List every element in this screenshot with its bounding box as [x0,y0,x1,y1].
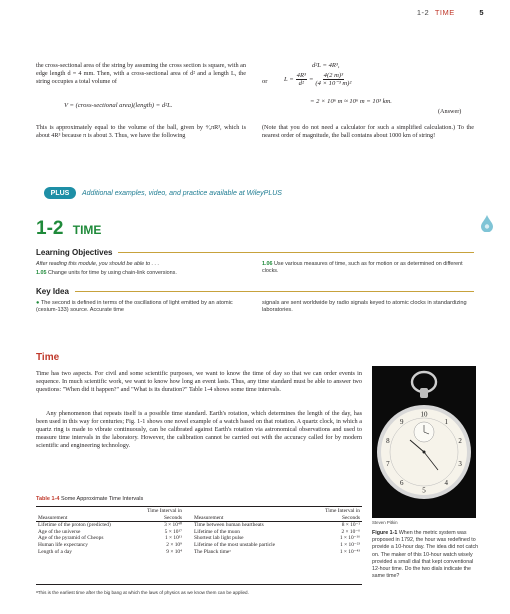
table-title [36,496,143,502]
pocket-watch-icon [372,366,476,518]
table-row [36,535,362,542]
wileyplus-banner[interactable] [44,186,474,200]
table-cell: 9 × 10⁴ [166,548,182,555]
section-heading-word: TIME [72,223,102,237]
table-cell: 2 × 10⁹ [166,541,182,548]
objectives-intro: After reading this module, you should be able to . . . [36,261,160,267]
header-section-word: TIME [434,8,455,17]
volume-equation: V = (cross-sectional area)(length) = d²L. [64,102,173,109]
table-row [36,522,362,529]
dial-number: 2 [458,436,462,445]
dial-number: 1 [444,417,449,426]
key-idea-left [36,300,248,315]
dial-number: 10 [420,410,428,419]
wileyplus-logo: PLUS [44,187,76,199]
objective-item [36,270,246,277]
calculator-note: (Note that you do not need a calculator for such a simplified calculation.) To the nearest order of magnitude, the ball contains about 1000 km of string! [262,124,474,139]
section-heading-number: 1-2 [36,218,64,239]
eq-or: or [262,78,268,85]
table-bottom-rule [36,584,362,585]
dial-number: 4 [444,479,449,488]
col-header: Time Interval in Seconds [147,508,182,521]
dial-number: 6 [399,479,404,488]
objective-number: 1.05 [36,270,47,276]
table-cell: The Planck timeᵃ [194,548,231,555]
fraction-2-denominator: (4 × 10⁻³ m)² [315,80,352,87]
top-left-para2: This is approximately equal to the volume of the ball, given by ⁴⁄₃πR³, which is about 4R³ because π is about 3. Thus, we have the following [36,124,246,139]
objective-text: Change units for time by using chain-link conversions. [48,270,177,276]
bullet-icon: ● [36,300,40,306]
table-header-row [36,508,362,522]
fraction-2-numerator: 4(2 m)³ [323,72,344,79]
time-para1: Time has two aspects. For civil and some scientific purposes, we want to know the time of day so that we can order events in sequence. In much scientific work, we want to know how long an event lasts. Thus, any time standard must be able to answer two questions: "When did it happen?" and "What is its duration?" Table 1-4 shows some time intervals. [36,370,362,393]
key-idea-title: Key Idea [36,287,69,296]
answer-tag: (Answer) [438,108,462,115]
eq-result: = 2 × 10⁶ m ≈ 10⁶ m = 10³ km. [310,98,392,105]
table-cell: 1 × 10⁻⁴³ [339,548,360,555]
wileyplus-link-text[interactable]: Additional examples, video, and practice available at WileyPLUS [82,189,282,197]
table-row [36,542,362,549]
page-number: 5 [479,8,484,17]
col-header: Measurement [38,514,68,521]
fraction-1 [296,72,307,87]
objective-item [262,261,474,275]
table-cell: Lifetime of the most unstable particle [194,541,275,548]
table-cell: Age of the pyramid of Cheops [38,535,104,542]
fraction-1-denominator: d² [298,80,304,87]
key-idea-rule [75,291,474,292]
table-cell: Age of the universe [38,528,81,535]
time-section-title: Time [36,352,60,363]
objective-text: Use various measures of time, such as for motion or as determined on different clocks. [262,261,463,274]
running-header [417,8,484,17]
figure-caption-text: When the metric system was proposed in 1792, the hour was redefined to provide a 10-hour day. The idea did not catch on. The maker of this 10-hour watch wisely provided a small dial that kept conventional 12-hour time. Do the two dials indicate the same time? [372,530,479,580]
key-idea-header [36,287,474,296]
table-label: Table 1-4 [36,496,60,502]
learning-objectives-title: Learning Objectives [36,248,113,257]
photo-credit: Steven Pitkin [372,520,398,525]
fraction-2 [315,72,351,87]
eq-length-equals: = [308,76,314,83]
table-cell: Length of a day [38,548,72,555]
dial-number: 5 [422,486,426,495]
top-left-para1: the cross-sectional area of the string by assuming the cross section is square, with an edge length d = 4 mm. Then, with a cross-sectional area of d² and a length L, the string occupies a total volume of [36,62,246,85]
dial-number: 8 [386,436,390,445]
table-cell: 2 × 10⁻⁶ [341,528,360,535]
dial-number: 7 [386,460,390,469]
dial-number: 9 [399,417,404,426]
table-cell: Lifetime of the muon [194,528,240,535]
time-para2: Any phenomenon that repeats itself is a possible time standard. Earth's rotation, which determines the length of the day, has been used in this way for centuries; Fig. 1-1 shows one novel example of a watch based on that rotation. A quartz clock, in which a quartz ring is made to vibrate continuously, can be calibrated against Earth's rotation via astronomical observations and used to measure time intervals in the laboratory. However, the calibration cannot be carried out with the accuracy called for by modern scientific and engineering technology. [36,410,362,449]
col-header: Time Interval in Seconds [325,508,360,521]
learning-objectives-header [36,248,474,257]
watch-photo [372,366,476,518]
key-idea-left-text: The second is defined in terms of the oscillations of light emitted by an atomic (cesium-133) source. Accurate time [36,300,233,314]
col-header: Measurement [194,514,224,521]
objective-number: 1.06 [262,261,273,267]
table-cell: 1 × 10⁻²³ [340,541,360,548]
eq-string-volume: d²L = 4R³, [312,62,340,69]
section-heading [36,218,101,240]
objectives-rule [118,252,474,253]
dial-number: 3 [458,460,462,469]
table-cell: 3 × 10⁴⁰ [164,522,182,529]
table-cell: Human life expectancy [38,541,88,548]
header-section-number: 1-2 [416,8,430,17]
table-cell: 8 × 10⁻¹ [341,522,360,529]
table-cell: Time between human heartbeats [194,522,264,529]
table-cell: Shortest lab light pulse [194,535,244,542]
eq-length [284,72,353,87]
table-footnote: ᵃThis is the earliest time after the big bang at which the laws of physics as we know them can be applied. [36,590,249,595]
figure-label: Figure 1-1 [372,530,398,536]
table-cell: Lifetime of the proton (predicted) [38,522,111,529]
table-cell: 1 × 10¹¹ [164,535,182,542]
figure-caption [372,530,482,580]
table-top-rule [36,506,362,507]
water-drop-icon [480,214,494,232]
fraction-1-numerator: 4R³ [296,72,306,79]
table-cell: 5 × 10¹⁷ [164,528,182,535]
table-row [36,549,362,556]
eq-length-lhs: L = [284,76,294,83]
table-caption: Some Approximate Time Intervals [60,496,144,502]
table-cell: 1 × 10⁻¹⁶ [339,535,360,542]
time-intervals-table [36,508,362,555]
key-idea-right: signals are sent worldwide by radio signals keyed to atomic clocks in standardizing laboratories. [262,300,467,314]
